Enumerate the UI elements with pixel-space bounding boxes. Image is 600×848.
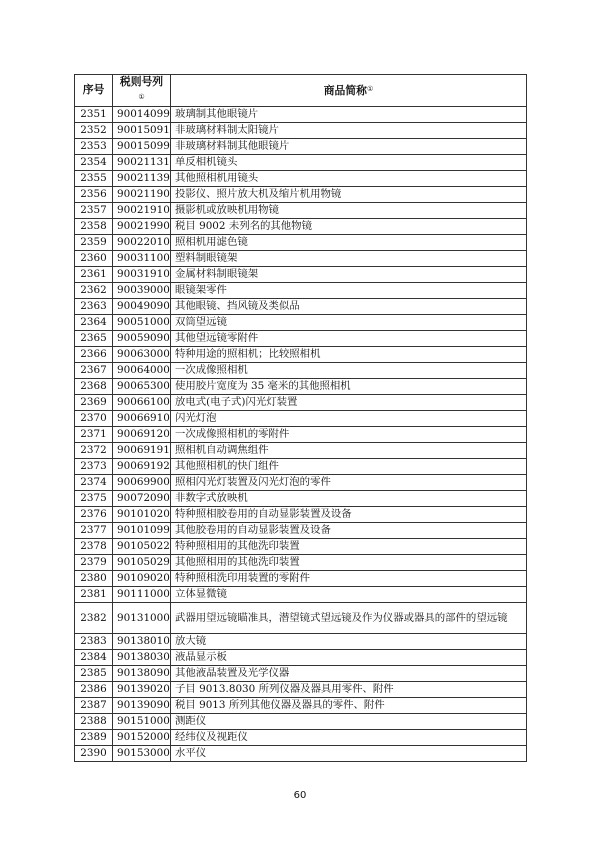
table-row xyxy=(75,539,527,555)
row-code: 90109020 xyxy=(113,571,171,587)
row-name: 双筒望远镜 xyxy=(171,315,527,331)
row-seq: 2361 xyxy=(75,267,113,283)
row-code: 90105022 xyxy=(113,539,171,555)
row-code: 90111000 xyxy=(113,587,171,603)
table-row xyxy=(75,315,527,331)
header-seq: 序号 xyxy=(75,75,113,107)
row-seq: 2388 xyxy=(75,714,113,730)
row-seq: 2365 xyxy=(75,331,113,347)
row-code: 90066910 xyxy=(113,411,171,427)
table-row xyxy=(75,107,527,123)
row-seq: 2385 xyxy=(75,666,113,682)
row-seq: 2378 xyxy=(75,539,113,555)
table-row xyxy=(75,587,527,603)
row-name: 其他望远镜零附件 xyxy=(171,331,527,347)
header-name-footnote-mark: ① xyxy=(366,85,374,94)
table-row xyxy=(75,235,527,251)
row-code: 90049090 xyxy=(113,299,171,315)
row-code: 90021190 xyxy=(113,187,171,203)
table-row xyxy=(75,251,527,267)
row-seq: 2386 xyxy=(75,682,113,698)
row-seq: 2380 xyxy=(75,571,113,587)
row-code: 90021910 xyxy=(113,203,171,219)
row-seq: 2355 xyxy=(75,171,113,187)
row-name: 其他液晶装置及光学仪器 xyxy=(171,666,527,682)
row-name: 投影仪、照片放大机及缩片机用物镜 xyxy=(171,187,527,203)
row-seq: 2359 xyxy=(75,235,113,251)
row-name: 照相机自动调焦组件 xyxy=(171,443,527,459)
row-seq: 2389 xyxy=(75,730,113,746)
row-code: 90152000 xyxy=(113,730,171,746)
row-seq: 2357 xyxy=(75,203,113,219)
row-code: 90063000 xyxy=(113,347,171,363)
row-name: 特种用途的照相机；比较照相机 xyxy=(171,347,527,363)
row-name: 测距仪 xyxy=(171,714,527,730)
row-code: 90069191 xyxy=(113,443,171,459)
row-name: 液晶显示板 xyxy=(171,650,527,666)
table-body xyxy=(75,107,527,762)
table-row xyxy=(75,698,527,714)
row-name: 玻璃制其他眼镜片 xyxy=(171,107,527,123)
row-name: 其他照相机的快门组件 xyxy=(171,459,527,475)
row-code: 90039000 xyxy=(113,283,171,299)
row-seq: 2364 xyxy=(75,315,113,331)
row-seq: 2362 xyxy=(75,283,113,299)
table-row xyxy=(75,299,527,315)
row-name: 金属材料制眼镜架 xyxy=(171,267,527,283)
row-name: 水平仪 xyxy=(171,746,527,762)
table-row xyxy=(75,634,527,650)
table-row xyxy=(75,395,527,411)
row-name: 特种照相胶卷用的自动显影装置及设备 xyxy=(171,507,527,523)
table-row xyxy=(75,555,527,571)
row-code: 90066100 xyxy=(113,395,171,411)
table-row xyxy=(75,682,527,698)
table-row xyxy=(75,427,527,443)
row-seq: 2371 xyxy=(75,427,113,443)
row-code: 90015091 xyxy=(113,123,171,139)
row-name: 照相闪光灯装置及闪光灯泡的零件 xyxy=(171,475,527,491)
row-seq: 2358 xyxy=(75,219,113,235)
row-seq: 2383 xyxy=(75,634,113,650)
row-code: 90151000 xyxy=(113,714,171,730)
row-name: 单反相机镜头 xyxy=(171,155,527,171)
row-seq: 2381 xyxy=(75,587,113,603)
table-row xyxy=(75,730,527,746)
row-code: 90138010 xyxy=(113,634,171,650)
table-row xyxy=(75,123,527,139)
table-row xyxy=(75,650,527,666)
row-code: 90101099 xyxy=(113,523,171,539)
table-row xyxy=(75,491,527,507)
row-name: 使用胶片宽度为 35 毫米的其他照相机 xyxy=(171,379,527,395)
row-name: 其他照相用的其他洗印装置 xyxy=(171,555,527,571)
row-seq: 2372 xyxy=(75,443,113,459)
row-code: 90015099 xyxy=(113,139,171,155)
header-name: 商品简称① xyxy=(171,75,527,107)
row-seq: 2354 xyxy=(75,155,113,171)
row-name: 闪光灯泡 xyxy=(171,411,527,427)
header-code-footnote-mark: ① xyxy=(138,92,145,101)
row-seq: 2352 xyxy=(75,123,113,139)
row-name: 放电式(电子式)闪光灯装置 xyxy=(171,395,527,411)
row-code: 90021139 xyxy=(113,171,171,187)
row-seq: 2373 xyxy=(75,459,113,475)
row-name: 税目 9002 未列名的其他物镜 xyxy=(171,219,527,235)
row-name: 非玻璃材料制太阳镜片 xyxy=(171,123,527,139)
row-name: 眼镜架零件 xyxy=(171,283,527,299)
row-seq: 2377 xyxy=(75,523,113,539)
row-code: 90139090 xyxy=(113,698,171,714)
row-code: 90022010 xyxy=(113,235,171,251)
table-row xyxy=(75,443,527,459)
row-code: 90153000 xyxy=(113,746,171,762)
table-row xyxy=(75,379,527,395)
row-seq: 2360 xyxy=(75,251,113,267)
row-name: 一次成像照相机 xyxy=(171,363,527,379)
page-number: 60 xyxy=(293,790,307,801)
row-seq: 2384 xyxy=(75,650,113,666)
row-name: 其他胶卷用的自动显影装置及设备 xyxy=(171,523,527,539)
row-code: 90059090 xyxy=(113,331,171,347)
table-header-row xyxy=(75,75,527,107)
table-row xyxy=(75,523,527,539)
row-code: 90072090 xyxy=(113,491,171,507)
row-seq: 2368 xyxy=(75,379,113,395)
row-code: 90014099 xyxy=(113,107,171,123)
row-seq: 2374 xyxy=(75,475,113,491)
table-row xyxy=(75,363,527,379)
header-code: 税则号列① xyxy=(113,75,171,107)
row-seq: 2353 xyxy=(75,139,113,155)
row-code: 90131000 xyxy=(113,603,171,634)
table-row xyxy=(75,571,527,587)
table-row xyxy=(75,155,527,171)
table-row xyxy=(75,507,527,523)
row-seq: 2356 xyxy=(75,187,113,203)
row-name: 一次成像照相机的零附件 xyxy=(171,427,527,443)
row-seq: 2351 xyxy=(75,107,113,123)
row-seq: 2367 xyxy=(75,363,113,379)
row-seq: 2376 xyxy=(75,507,113,523)
row-seq: 2390 xyxy=(75,746,113,762)
row-code: 90069120 xyxy=(113,427,171,443)
table-row xyxy=(75,475,527,491)
row-code: 90139020 xyxy=(113,682,171,698)
row-code: 90069900 xyxy=(113,475,171,491)
row-code: 90105029 xyxy=(113,555,171,571)
row-seq: 2379 xyxy=(75,555,113,571)
row-name: 照相机用滤色镜 xyxy=(171,235,527,251)
table-row xyxy=(75,714,527,730)
row-seq: 2387 xyxy=(75,698,113,714)
row-name: 非玻璃材料制其他眼镜片 xyxy=(171,139,527,155)
row-name: 摄影机或放映机用物镜 xyxy=(171,203,527,219)
row-seq: 2382 xyxy=(75,603,113,634)
row-code: 90138030 xyxy=(113,650,171,666)
table-row xyxy=(75,203,527,219)
row-name: 特种照相洗印用装置的零附件 xyxy=(171,571,527,587)
row-code: 90069192 xyxy=(113,459,171,475)
row-name: 武器用望远镜瞄准具，潜望镜式望远镜及作为仪器或器具的部件的望远镜 xyxy=(171,603,527,634)
table-row xyxy=(75,746,527,762)
table-row xyxy=(75,219,527,235)
table-row xyxy=(75,603,527,634)
row-code: 90065300 xyxy=(113,379,171,395)
table-row xyxy=(75,187,527,203)
table-row xyxy=(75,267,527,283)
table-row xyxy=(75,666,527,682)
row-code: 90101020 xyxy=(113,507,171,523)
row-name: 税目 9013 所列其他仪器及器具的零件、附件 xyxy=(171,698,527,714)
row-seq: 2366 xyxy=(75,347,113,363)
row-seq: 2363 xyxy=(75,299,113,315)
row-name: 其他照相机用镜头 xyxy=(171,171,527,187)
row-name: 放大镜 xyxy=(171,634,527,650)
row-seq: 2369 xyxy=(75,395,113,411)
table-row xyxy=(75,347,527,363)
row-code: 90031910 xyxy=(113,267,171,283)
row-seq: 2375 xyxy=(75,491,113,507)
row-name: 其他眼镜、挡风镜及类似品 xyxy=(171,299,527,315)
row-code: 90021131 xyxy=(113,155,171,171)
table-row xyxy=(75,331,527,347)
row-code: 90021990 xyxy=(113,219,171,235)
table-row xyxy=(75,283,527,299)
row-name: 特种照相用的其他洗印装置 xyxy=(171,539,527,555)
row-name: 子目 9013.8030 所列仪器及器具用零件、附件 xyxy=(171,682,527,698)
row-code: 90051000 xyxy=(113,315,171,331)
tariff-table xyxy=(74,74,527,762)
row-code: 90138090 xyxy=(113,666,171,682)
table-row xyxy=(75,139,527,155)
table-row xyxy=(75,459,527,475)
row-name: 非数字式放映机 xyxy=(171,491,527,507)
row-name: 立体显微镜 xyxy=(171,587,527,603)
table-row xyxy=(75,411,527,427)
row-name: 塑料制眼镜架 xyxy=(171,251,527,267)
row-seq: 2370 xyxy=(75,411,113,427)
row-code: 90064000 xyxy=(113,363,171,379)
table-row xyxy=(75,171,527,187)
row-code: 90031100 xyxy=(113,251,171,267)
row-name: 经纬仪及视距仪 xyxy=(171,730,527,746)
